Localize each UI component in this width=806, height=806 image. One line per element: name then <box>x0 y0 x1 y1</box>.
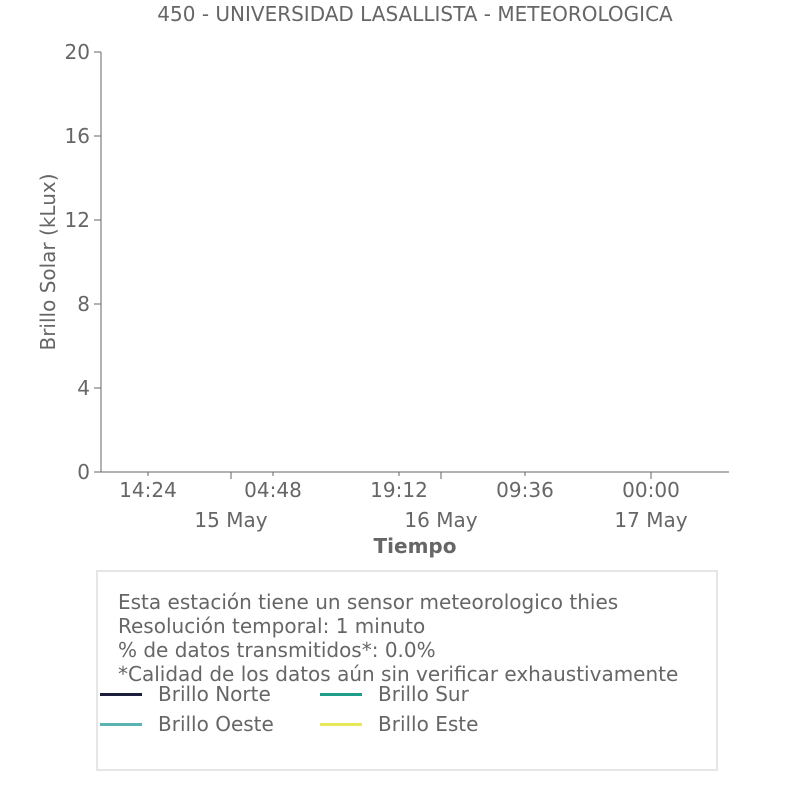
x-minor-tick-label: 19:12 <box>370 478 428 502</box>
x-minor-tick-label: 04:48 <box>244 478 302 502</box>
y-axis-label: Brillo Solar (kLux) <box>36 173 60 351</box>
y-tick-label: 20 <box>64 40 90 64</box>
x-major-tick-label: 15 May <box>194 508 268 532</box>
legend-label-oeste: Brillo Oeste <box>158 712 274 736</box>
info-line-quality: *Calidad de los datos aún sin verificar exhaustivamente <box>118 662 679 686</box>
y-tick-label: 4 <box>77 376 90 400</box>
y-tick-label: 12 <box>64 208 90 232</box>
info-text <box>118 590 678 686</box>
legend-label-norte: Brillo Norte <box>158 682 271 706</box>
info-line-resolution: Resolución temporal: 1 minuto <box>118 614 426 638</box>
x-major-tick-label: 16 May <box>404 508 478 532</box>
y-tick-label: 16 <box>64 124 90 148</box>
x-major-tick-label: 17 May <box>614 508 688 532</box>
legend-label-este: Brillo Este <box>378 712 479 736</box>
x-ticks-minor <box>119 472 680 502</box>
legend-swatch-sur <box>320 693 362 696</box>
legend-swatch-norte <box>100 693 142 696</box>
info-box <box>96 570 718 771</box>
info-line-sensor: Esta estación tiene un sensor meteorologico thies <box>118 590 619 614</box>
y-tick-label: 8 <box>77 292 90 316</box>
legend-swatch-oeste <box>100 723 142 726</box>
x-minor-tick-label: 14:24 <box>119 478 177 502</box>
x-minor-tick-label: 09:36 <box>496 478 554 502</box>
legend-swatch-este <box>320 723 362 726</box>
info-line-transmitted: % de datos transmitidos*: 0.0% <box>118 638 436 662</box>
legend-label-sur: Brillo Sur <box>378 682 469 706</box>
y-tick-label: 0 <box>77 460 90 484</box>
x-minor-tick-label: 00:00 <box>622 478 680 502</box>
x-axis-label: Tiempo <box>373 534 457 558</box>
y-ticks <box>65 40 101 484</box>
chart-title: 450 - UNIVERSIDAD LASALLISTA - METEOROLOGICA <box>157 2 673 26</box>
